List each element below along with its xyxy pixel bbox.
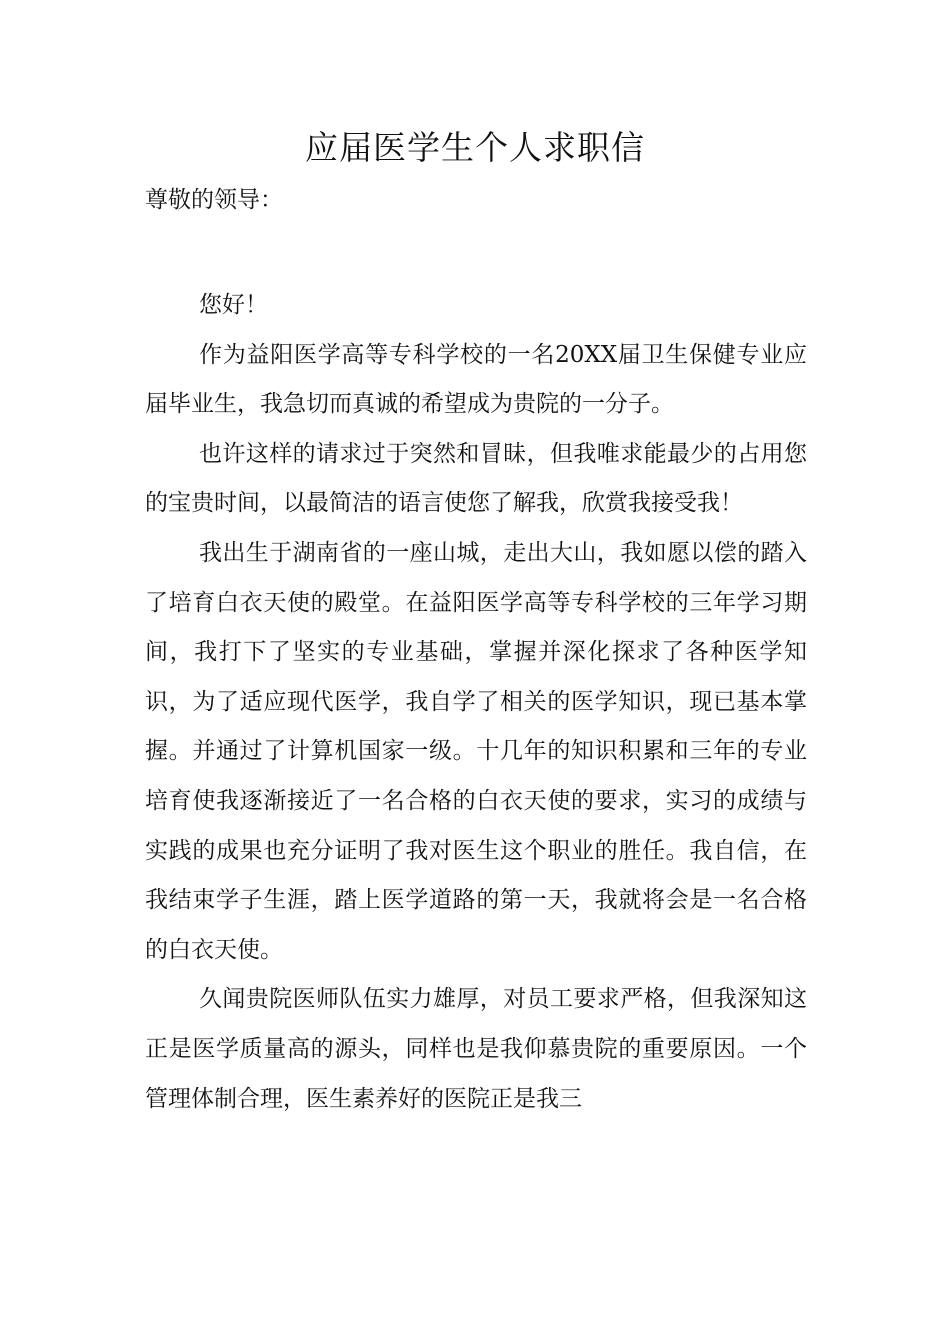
paragraph-greeting: 您好！ <box>199 292 268 318</box>
paragraph-hospital: 久闻贵院医师队伍实力雄厚，对员工要求严格，但我深知这正是医学质量高的源头，同样也是我仰慕贵院的重要原因。一个管理体制合理，医生素养好的医院正是我三 <box>145 986 807 1112</box>
letter-body <box>145 281 807 1124</box>
paragraph-background: 我出生于湖南省的一座山城，走出大山，我如愿以偿的踏入了培育白衣天使的殿堂。在益阳医学高等专科学校的三年学习期间，我打下了坚实的专业基础，掌握并深化探求了各种医学知识，为了适应现代医学，我自学了相关的医学知识，现已基本掌握。并通过了计算机国家一级。十几年的知识积累和三年的专业培育使我逐渐接近了一名合格的白衣天使的要求，实习的成绩与实践的成果也充分证明了我对医生这个职业的胜任。我自信，在我结束学子生涯，踏上医学道路的第一天，我就将会是一名合格的白衣天使。 <box>145 539 807 963</box>
paragraph-intro: 作为益阳医学高等专科学校的一名20XX届卫生保健专业应届毕业生，我急切而真诚的希望成为贵院的一分子。 <box>145 341 807 418</box>
salutation: 尊敬的领导： <box>145 187 283 213</box>
paragraph-request: 也许这样的请求过于突然和冒昧，但我唯求能最少的占用您的宝贵时间，以最简洁的语言使您了解我，欣赏我接受我！ <box>145 440 807 517</box>
document-title: 应届医学生个人求职信 <box>305 128 645 167</box>
